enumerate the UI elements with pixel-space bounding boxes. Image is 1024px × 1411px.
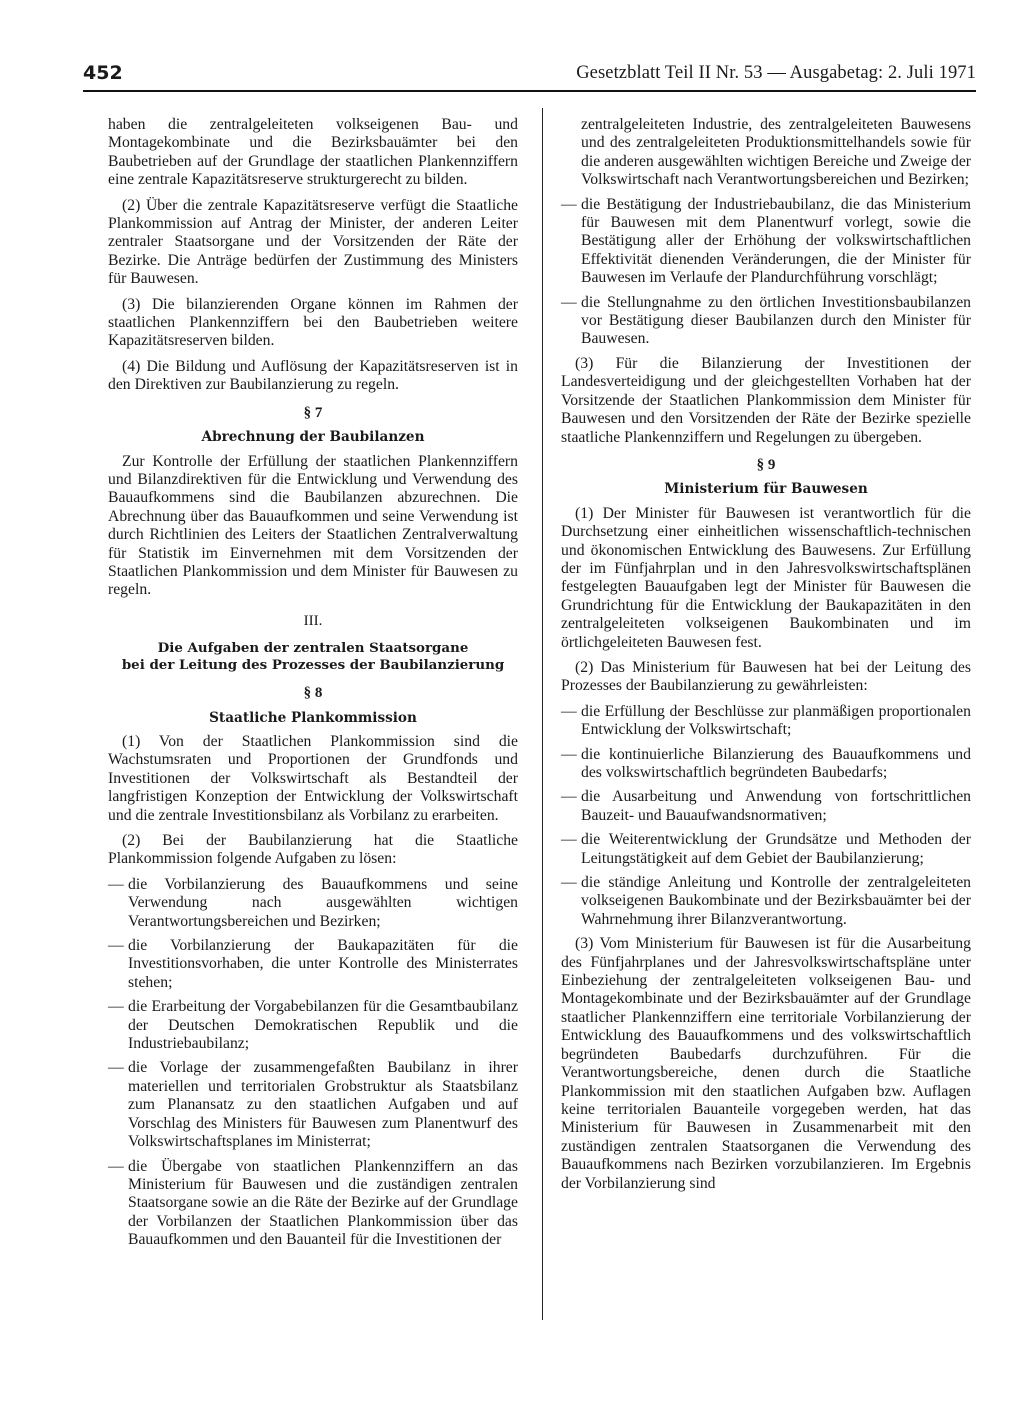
part-number: III. — [303, 612, 323, 629]
list-item: — die kontinuierliche Bilanzierung des Bauaufkommens und des volkswirtschaftlich begründeten Baubedarfs; — [561, 746, 971, 783]
section-number: § 8 — [303, 685, 323, 702]
list-item: — die Weiterentwicklung der Grundsätze und Methoden der Leitungstätigkeit auf dem Gebiet der Baubilanzierung; — [561, 831, 971, 868]
paragraph: (4) Die Bildung und Auflösung der Kapazitätsreserven ist in den Direktiven zur Baubilanzierung zu regeln. — [108, 357, 518, 394]
list-item: — die Vorlage der zusammengefaßten Baubilanz in ihrer materiellen und territorialen Grobstruktur als Staatsbilanz zum Planansatz zu den staatlichen Aufgaben und auf Vorschlag des Ministers für Bauwesen zum Planentwurf des Volkswirtschaftsplanes im Ministerrat; — [108, 1059, 518, 1151]
section-title: Staatliche Plankommission — [209, 709, 417, 726]
list-item: — die Erarbeitung der Vorgabebilanzen für die Gesamtbaubilanz der Deutschen Demokratischen Republik und die Industriebaubilanz; — [108, 998, 518, 1053]
part-title-line: bei der Leitung des Prozesses der Baubilanzierung — [121, 657, 505, 674]
left-column — [108, 116, 518, 1256]
paragraph: (1) Der Minister für Bauwesen ist verantwortlich für die Durchsetzung einer einheitlichen wissenschaftlich-technischen und ökonomischen Entwicklung des Bauwesens. Zur Erfüllung der im Fünfjahrplan und in den Jahresvolkswirtschaftsplänen festgelegten Bauaufgaben legt der Minister für Bauwesen die Grundrichtung für die Entwicklung der Baukapazitäten in den zentralgeleiteten volkseigenen Baukombinaten und im örtlichgeleiteten Bauwesen fest. — [561, 504, 971, 651]
paragraph: (3) Für die Bilanzierung der Investitionen der Landesverteidigung und der gleichgestellten Vorhaben hat der Vorsitzende der Staatlichen Plankommission dem Minister für Bauwesen und den Vorsitzenden der Räte der Bezirke spezielle staatliche Plankennziffern und Regelungen zu übergeben. — [561, 354, 971, 446]
list-item: — die ständige Anleitung und Kontrolle der zentralgeleiteten volkseigenen Baukombinate und der Bezirksbauämter bei der Wahrnehmung ihrer Bilanzverantwortung. — [561, 874, 971, 929]
running-head: Gesetzblatt Teil II Nr. 53 — Ausgabetag: 2. Juli 1971 — [576, 63, 976, 83]
list-item: — die Ausarbeitung und Anwendung von fortschrittlichen Bauzeit- und Bauaufwandsnormativen; — [561, 788, 971, 825]
dash-list — [561, 703, 971, 929]
paragraph: (3) Die bilanzierenden Organe können im Rahmen der staatlichen Plankennziffern bei den Baubetrieben weitere Kapazitätsreserven bilden. — [108, 295, 518, 350]
dash-list — [561, 116, 971, 349]
part-title — [108, 640, 518, 674]
section-title: Abrechnung der Baubilanzen — [201, 429, 425, 446]
list-item: — die Stellungnahme zu den örtlichen Investitionsbaubilanzen vor Bestätigung dieser Baubilanzen durch den Minister für Bauwesen. — [561, 294, 971, 349]
list-item: — die Vorbilanzierung des Bauaufkommens und seine Verwendung nach ausgewählten wichtigen Verantwortungsbereichen und Bezirken; — [108, 876, 518, 931]
section-title: Ministerium für Bauwesen — [664, 481, 868, 498]
section-number: § 7 — [303, 404, 323, 421]
list-item-continued: zentralgeleiteten Industrie, des zentralgeleiteten Bauwesens und des zentralgeleiteten Produktionsmittelhandels sowie für die anderen ausgewählten wichtigen Bereiche und Zweige der Volkswirtschaft nach Verantwortungsbereichen und Bezirken; — [581, 116, 971, 189]
part-title-line: Die Aufgaben der zentralen Staatsorgane — [157, 640, 469, 657]
paragraph: (2) Über die zentrale Kapazitätsreserve verfügt die Staatliche Plankommission auf Antrag der Minister, der anderen Leiter zentraler Staatsorgane und der Vorsitzenden der Räte der Bezirke. Die Anträge bedürfen der Zustimmung des Ministers für Bauwesen. — [108, 196, 518, 288]
dash-list — [108, 876, 518, 1250]
right-column — [561, 116, 971, 1200]
page-header — [83, 62, 976, 92]
paragraph: Zur Kontrolle der Erfüllung der staatlichen Plankennziffern und Bilanzdirektiven für die Entwicklung und Verwendung des Bauaufkommens sind die Baubilanzen abzurechnen. Die Abrechnung über das Bauaufkommen und seine Verwendung ist durch Richtlinien des Leiters der Staatlichen Zentralverwaltung für Statistik im Einvernehmen mit dem Vorsitzenden der Staatlichen Plankommission und dem Minister für Bauwesen zu regeln. — [108, 452, 518, 599]
page-number: 452 — [83, 62, 123, 84]
section-number: § 9 — [756, 456, 776, 473]
list-item: — die Erfüllung der Beschlüsse zur planmäßigen proportionalen Entwicklung der Volkswirtschaft; — [561, 703, 971, 740]
paragraph: haben die zentralgeleiteten volkseigenen Bau- und Montagekombinate und die Bezirksbauämter bei den Baubetrieben auf der Grundlage der staatlichen Plankennziffern eine zentrale Kapazitätsreserve strukturgerecht zu bilden. — [108, 116, 518, 189]
paragraph: (2) Bei der Baubilanzierung hat die Staatliche Plankommission folgende Aufgaben zu lösen: — [108, 832, 518, 868]
column-divider — [542, 108, 543, 1320]
list-item: — die Bestätigung der Industriebaubilanz, die das Ministerium für Bauwesen mit dem Planentwurf vorlegt, sowie die Bestätigung aller der Erhöhung der volkswirtschaftlichen Effektivität dienenden Veränderungen, die der Minister für Bauwesen im Verlaufe der Plandurchführung vorschlägt; — [561, 196, 971, 288]
list-item: — die Übergabe von staatlichen Plankennziffern an das Ministerium für Bauwesen und die zuständigen zentralen Staatsorgane sowie an die Räte der Bezirke auf der Grundlage der Vorbilanzen der Staatlichen Plankommission über das Bauaufkommen und den Bauanteil für die Investitionen der — [108, 1158, 518, 1250]
paragraph: (3) Vom Ministerium für Bauwesen ist für die Ausarbeitung des Fünfjahrplanes und der Jahresvolkswirtschaftspläne unter Einbeziehung der zentralgeleiteten volkseigenen Bau- und Montagekombinate und der Bezirksbauämter auf der Grundlage staatlicher Plankennziffern eine territoriale Vorbilanzierung der Entwicklung des Bauaufkommens und des volkswirtschaftlich begründeten Baubedarfs durchzuführen. Für die Verantwortungsbereiche, denen durch die Staatliche Plankommission mit den staatlichen Aufgaben bzw. Auflagen keine territorialen Bauanteile vorgegeben werden, hat das Ministerium für Bauwesen in Zusammenarbeit mit den zuständigen zentralen Staatsorganen die Verwendung des Bauaufkommens nach Bezirken vorzubilanzieren. Im Ergebnis der Vorbilanzierung sind — [561, 935, 971, 1192]
list-item: — die Vorbilanzierung der Baukapazitäten für die Investitionsvorhaben, die unter Kontrolle des Ministerrates stehen; — [108, 937, 518, 992]
paragraph: (1) Von der Staatlichen Plankommission sind die Wachstumsraten und Proportionen der Grundfonds und Investitionen der Volkswirtschaft als Bestandteil der langfristigen Konzeption der Entwicklung der Volkswirtschaft und die zentrale Investitionsbilanz als Vorbilanz zu erarbeiten. — [108, 732, 518, 824]
paragraph: (2) Das Ministerium für Bauwesen hat bei der Leitung des Prozesses der Baubilanzierung zu gewährleisten: — [561, 658, 971, 695]
